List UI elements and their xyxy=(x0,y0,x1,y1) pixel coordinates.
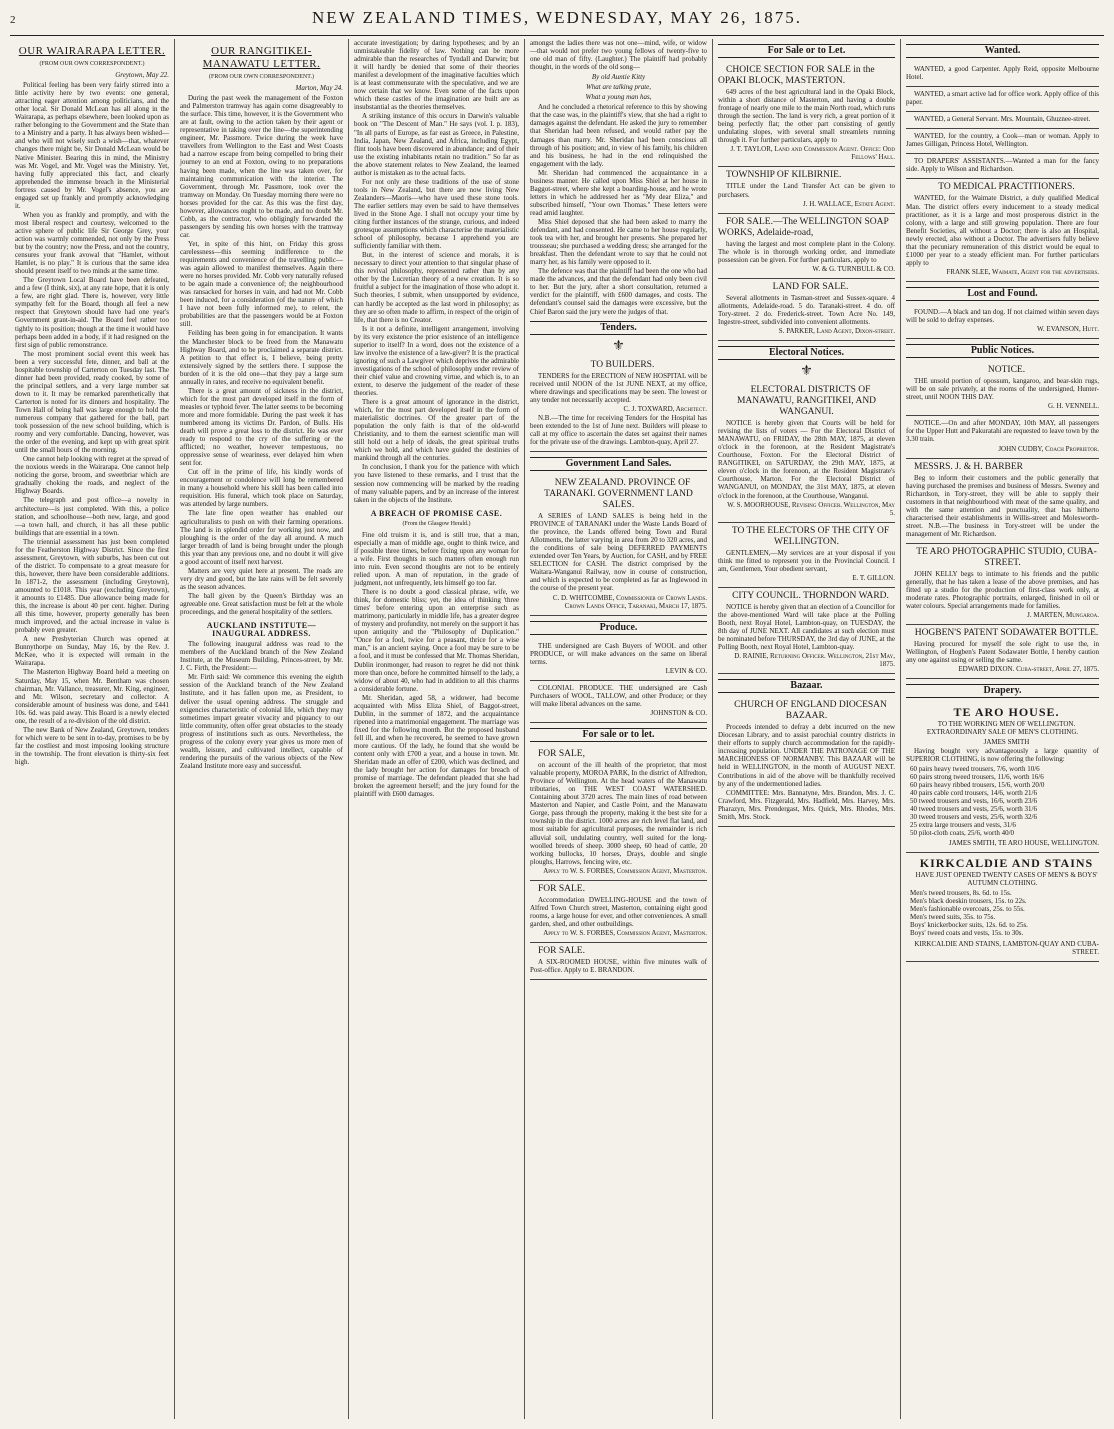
ad-body: COLONIAL PRODUCE. THE undersigned are Cash Purchasers of WOOL, TALLOW, and other Produce; or they will make liberal advances on the same. xyxy=(530,683,707,708)
paragraph: During the past week the management of the Foxton and Palmerston tramway has again come disagreeably to the surface. This time, however, it is the Government who are at fault, owing to the action taken by their agent or representative in taking over the line—the superintending engineer, Mr. Passmore. Twice during the week have travellers from Wellington to the East and West Coasts had a narrow escape from being compelled to bring their journey to an end at Foxton, owing to no preparations having been made, when the line was taken over, for maintaining communication with the interior. The Government, through Mr. Passmore, took over the tramway on Monday. On Tuesday morning there were no horses provided for the car. As this was the first day, however, allowances ought to be made, and no doubt Mr. Cobb, as the contractor, who obligingly forwarded the passengers by sending his own horses with the tramway car. xyxy=(180,94,343,239)
ad-heading: CITY COUNCIL. THORNDON WARD. xyxy=(732,590,889,601)
ad-signature: E. T. GILLON. xyxy=(852,573,895,582)
paragraph: Yet, in spite of this hint, on Friday this gross carelessness—this seeming indifference to the requirements and convenience of the travelling public—was again allowed to manifest themselves. Again there were no horses provided. Mr. Cobb very naturally refused to be again made a convenience of; the neighbourhood was ransacked for horses in vain, and had not Mr. Cobb been induced, for a consideration (of the nature of which I have not been fully informed me), to relent, the probabilities are that the passengers would be at Foxton still. xyxy=(180,239,343,329)
ad-body: A SIX-ROOMED HOUSE, within five minutes walk of Post-office. Apply to E. BRANDON. xyxy=(530,957,707,975)
ad-body: on account of the ill health of the proprietor, that most valuable property, MOROA PARK, In the district of Alfredton, Province of Wellington. At the head waters of the Manawatu tributaries, on THE WEST COAST WATERSHED. Containing about 3720 acres. The main lines of road between Masterton and Napier, and Castle Point, and the Manawatu Gorge, pass through the property, making it the best site for a township in the district. 1000 acres are rich level flat land, and most suitable for agricultural purposes, the remainder is rich alluvial soil, undulating country, well suited for the long-woolled breeds of sheep. 3000 sheep, 60 head of cattle, 20 working bullocks, 10 horses, Drays, double and single ploughs, Harrows, fencing wire, etc. xyxy=(530,761,707,866)
list-item: 40 tweed trousers and vests, 25/6, worth 31/6 xyxy=(910,804,1037,813)
ad-heading: TO MEDICAL PRACTITIONERS. xyxy=(938,182,1075,193)
paragraph: The Greytown Local Board have been defeated, and a few (I think, six), at any rate hope, that it is only a few, are right glad. There is, however, very little sympathy felt for the Board, though all feel a new respect that Greytown should have had one year's Government grant-in-aid. The Board feel rather too tightly to its position; though at the time it would have perhaps been added in a body, if it had resigned on the first sign of public remonstrance. xyxy=(15,276,169,349)
ad-wanted xyxy=(906,129,1099,154)
paragraph: The late fine open weather has enabled our agriculturalists to push on with their farming operations. The land is in splendid order for working just now, and ploughing is the order of the day all around. A much larger breadth of land is being brought under the plough this year than any previous one, and no doubt it will give a good account of itself next harvest. xyxy=(180,509,343,566)
column-6 xyxy=(901,39,1104,1419)
ad-signature: Apply to W. S. FORBES, Commission Agent, Masterton. xyxy=(543,928,707,937)
article-title: OUR RANGITIKEI-MANAWATU LETTER. xyxy=(202,45,321,70)
article-dateline: Greytown, May 22. xyxy=(115,71,169,80)
paragraph: One cannot help looking with regret at the spread of the noxious weeds in the Wairarapa. One cannot help noticing the gorse, broom, and sweetbriar which are gradually choking the roads, and neglect of the Highway Boards. xyxy=(15,455,169,496)
paragraph: There is a great amount of sickness in the district, which for the most part developed itself in the form of measles or typhoid fever. The latter seems to be becoming more and more formidable. During the past week it has numbered among its victims Dr. Pardon, of Bulls. His death will prove a great loss to the district. He was ever ready to respond to the cry of the suffering or the afflicted; no weather, however tempestuous, no oppressive sense of weariness, ever delayed him when sent for. xyxy=(180,386,343,468)
paragraph: The new Bank of New Zealand, Greytown, tenders for which were to be sent in to-day, promises to be by far the costliest and most imposing looking structure in the township. The front elevation is thirty-six feet high. xyxy=(15,725,169,766)
ad-heading: FOR SALE. xyxy=(538,945,585,956)
ad-for-sale xyxy=(530,746,707,881)
paragraph: Fine old truism it is, and is still true, that a man, especially a man of middle age, ought to think twice, and if possible three times, before fixing upon any woman for a wife. First thoughts in such matters often enough run into ruin. Even second thoughts are not to be entirely relied upon. A man of reputation, in the grade of judgment, not unfrequently, lets himself go too far. xyxy=(354,530,519,588)
electoral-notices-heading: Electoral Notices. xyxy=(718,346,895,360)
ad-body: JOHN KELLY begs to intimate to his friends and the public generally, that he has taken a lease of the above premises, and has fitted up a studio for the production of first-class work only, at moderate rates. Photographic portraits, enlarged, finished in oil or water colours. Special arrangements made for families. xyxy=(906,569,1099,611)
list-item: 60 pairs strong tweed trousers, 11/6, worth 16/6 xyxy=(910,772,1044,781)
ad-body: Having bought very advantageously a large quantity of SUPERIOR CLOTHING, is now offering the following: xyxy=(906,746,1099,763)
paragraph: Mr. Firth said: We commence this evening the eighth session of the Auckland branch of the New Zealand Institute, and it has fallen upon me, as President, to deliver the usual opening address. The struggle and exigencies characteristic of colonial life, which they may sometimes impart greater vivacity and piquancy to our little community, often offer great obstacles to the steady progress of institutions such as ours. Nevertheless, the progress of the colony every year gives us more men of wealth, leisure, and cultivated intellect, capable of rendering the pursuits of the various objects of the New Zealand Institute more easy and successful. xyxy=(180,673,343,770)
ad-heading: TO BUILDERS. xyxy=(590,359,655,370)
list-item: Men's tweed trousers, 8s. 6d. to 15s. xyxy=(910,889,1012,898)
column-3 xyxy=(349,39,525,1419)
list-item: Boys' knickerbocker suits, 12s. 6d. to 25s. xyxy=(910,921,1028,930)
crest-icon: ⚜ xyxy=(800,364,813,380)
list-item: Men's tweed suits, 35s. to 75s. xyxy=(910,913,996,922)
ad-body: WANTED, a good Carpenter. Apply Reid, opposite Melbourne Hotel. xyxy=(906,65,1099,82)
list-item: 25 extra large trousers and vests, 31/6 xyxy=(910,821,1016,829)
paragraph: amongst the ladies there was not one—mind, wife, or widow—that would not prefer two young fellows of twenty-five to one old man of fifty. (Laughter.) The plaintiff had probably thought, in the words of the old song— xyxy=(530,39,707,72)
list-item: 60 pairs heavy tweed trousers, 7/6, worth 10/6 xyxy=(910,764,1040,773)
ad-for-sale xyxy=(530,881,707,943)
ad-electoral-districts xyxy=(718,382,895,523)
ad-body: A SERIES of LAND SALES is being held in the PROVINCE of TARANAKI under the Waste Lands Board of the province, the Lands offered being Town and Rural Allotments, the latter varying in area from 20 to 320 acres, and the conditions of sale being DEFERRED PAYMENTS extended over Ten Years, by Auction, for CASH, and by FREE SELECTION for CASH. The district comprised by the Waitara-Wanganui Railway, now in course of construction, and which is expected to be completed as far as Inglewood in the course of the present year. xyxy=(530,512,707,593)
ad-barber xyxy=(906,459,1099,544)
ad-body: NOTICE is hereby given that Courts will be held for revising the lists of voters — For the Electoral District of MANAWATU, on FRIDAY, the 28th MAY, 1875, at eleven o'clock in the forenoon, at the Resident Magistrate's Courthouse, Foxton. For the Electoral District of RANGITIKEI, on SATURDAY, the 29th MAY, 1875, at eleven o'clock in the forenoon, at the Resident Magistrate's Courthouse, Marton. For the Electoral District of WANGANUI, on MONDAY, the 31st MAY, 1875, at eleven o'clock in the forenoon, at the Courthouse, Wanganui. xyxy=(718,419,895,500)
ad-body: TITLE under the Land Transfer Act can be given to purchasers. xyxy=(718,182,895,199)
paragraph: The ball given by the Queen's Birthday was an agreeable one. Great satisfaction must be felt at the whole proceedings, and the general hospitality of the settlers. xyxy=(180,591,343,617)
list-item: 50 pilot-cloth coats, 25/6, worth 40/0 xyxy=(910,829,1015,838)
ad-signature: C. J. TOXWARD, Architect. xyxy=(623,404,707,413)
ad-wanted xyxy=(906,154,1099,179)
paragraph: The triennial assessment has just been completed for the Featherston Highway District. Since the first assessment, Greytown, with suburbs, has been cut out of the district. To compensate to a great measure for this, however, there have been considerable additions. In 1871-2, the assessment (including Greytown), amounted to £1018. This year (excluding Greytown), it amounts to £1485. Due allowance being made for this, the increase is about 40 per cent. higher. During all this time, however, property generally has been much improved, and the actual increase in value is probably even greater. xyxy=(15,537,169,635)
wanted-heading: Wanted. xyxy=(906,44,1099,58)
ad-signature: G. H. VENNELL. xyxy=(1047,402,1099,411)
ad-proprietor: JAMES SMITH xyxy=(983,737,1030,746)
paragraph: A new Presbyterian Church was opened at Bunnythorpe on Sunday, May 16, by the Rev. J. McKee, who it is expected will remain in the Wairarapa. xyxy=(15,635,169,668)
breach-of-promise-heading: A BREACH OF PROMISE CASE. xyxy=(370,508,503,518)
paragraph: The telegraph and post office—a novelty in architecture—is just completed. With this, a police station, and schoolhouse—both new, large, and good—a town hall, and church, it has all these public buildings that are essential in a town. xyxy=(15,496,169,537)
ad-heading: CHOICE SECTION FOR SALE in the OPAKI BLOCK, MASTERTON. xyxy=(718,65,875,87)
tenders-heading: Tenders. xyxy=(530,321,707,335)
ad-heading: ELECTORAL DISTRICTS OF MANAWATU, RANGITIKEI, AND WANGANUI. xyxy=(736,385,877,418)
paragraph: Mr. Sheridan, aged 58, a widower, had become acquainted with Miss Eliza Shiel, of Baggot-street, Dublin, in the summer of 1872, and the acquaintance ripened into a matrimonial engagement. The marriage was fixed for the following month. But the proposed husband fell ill, and when he recovered, he seemed to have grown more cautious. Of the lady, he found that she would be content only with £700 a year, and a house in town. Mr. Sheridan made an offer of £200, which was declined, and the lady brought her action for damages for breach of promise of marriage. The defendant pleaded that she had broken the agreement herself; and the jury found for the plaintiff with £600 damages. xyxy=(354,693,519,799)
ad-body: TO DRAPERS' ASSISTANTS.—Wanted a man for the fancy side. Apply to Wilson and Richardson. xyxy=(906,157,1099,174)
paragraph: The defence was that the plaintiff had been the one who had made the advances, and that the defendant had only been civil to her. But the jury, after a short consultation, returned a verdict for the plaintiff, with £600 damages, and costs. The defendant's counsel said the damages were excessive, but the Chief Baron said the jury were the judges of that. xyxy=(530,267,707,316)
ad-body: THE undersigned are Cash Buyers of WOOL and other PRODUCE, or will make advances on the same on liberal terms. xyxy=(530,641,707,666)
column-4 xyxy=(525,39,713,1419)
lost-found-heading: Lost and Found. xyxy=(906,287,1099,301)
list-item: 40 pairs cable cord trousers, 14/6, worth 21/6 xyxy=(910,788,1037,797)
ad-signature: LEVIN & CO. xyxy=(665,666,707,675)
paragraph: The Masterton Highway Board held a meeting on Saturday, May 15, when Mr. Bentham was chosen chairman, Mr. Vallance, treasurer, Mr. King, engineer, and Mr. Wilson, secretary and collector. A considerable amount of business was done, and £441 10s. 6d. was paid away. This Board is a newly elected one, the result of a re-division of the old district. xyxy=(15,668,169,725)
ad-signature: J. H. WALLACE, Estate Agent. xyxy=(803,199,895,208)
paragraph: accurate investigation; by daring hypotheses; and by an unmistakeable fidelity of law. Nothing can be more admirable than the researches of Tyndall and Darwin; but it will hardly be denied that some of their theories manifest a development of the imaginative faculties which is at least commensurate with the speculative, and we are now certain that we know. Even some of the facts upon which these castles of the imagination are built are as insubstantial as the theories themselves. xyxy=(354,39,519,112)
ad-signature: Apply to W. S. FORBES, Commission Agent, Masterton. xyxy=(543,866,707,875)
ad-signature: S. PARKER, Land Agent, Dixon-street. xyxy=(778,326,895,335)
produce-heading: Produce. xyxy=(530,621,707,635)
ad-signature: W. EVANSON, Hutt. xyxy=(1036,325,1099,334)
paragraph: Miss Shiel deposed that she had been asked to marry the defendant, and had consented. He came to her house regularly, took tea with her, and brought her presents. She prepared her trousseau; she purchased a wedding dress; she arranged for the breakfast. Then the defendant wrote to say that he could not marry her, as his family were opposed to it. xyxy=(530,217,707,267)
ad-body: FOUND.—A black and tan dog. If not claimed within seven days will be sold to defray expenses. xyxy=(906,307,1099,325)
page-number: 2 xyxy=(10,14,16,26)
list-item: 50 tweed trousers and vests, 16/6, worth 23/6 xyxy=(910,796,1037,805)
land-sales-heading: Government Land Sales. xyxy=(530,457,707,471)
for-sale-heading: For sale or to let. xyxy=(530,728,707,742)
ad-body: TENDERS for the ERECTION of NEW HOSPITAL will be received until NOON of the 1st JUNE NEXT, at my office, where drawings and specifications may be seen. The lowest or any tender not necessarily accepted. xyxy=(530,371,707,404)
ad-committee: COMMITTEE: Mrs. Bannatyne, Mrs. Brandon, Mrs. J. C. Crawford, Mrs. Fitzgerald, Mrs. Hadfield, Mrs. Harvey, Mrs. Pharazyn, Mrs. Prendergast, Mrs. Quick, Mrs. Rhodes, Mrs. Smith, Mrs. Stock. xyxy=(718,788,895,821)
ad-heading: TE ARO PHOTOGRAPHIC STUDIO, CUBA-STREET. xyxy=(916,546,1097,568)
paragraph: Feilding has been going in for emancipation. It wants the Manchester block to be freed from the Manawatu Highway Board, and to be proclaimed a separate district. A petition to that effect is, I believe, being pretty extensively signed by the settlers there. I suppose the burden of it is the old one—that they pay a large sum annually in rates, and receive no equivalent benefit. xyxy=(180,329,343,386)
paragraph: In conclusion, I thank you for the patience with which you have listened to these remarks, and I trust that the session now commencing will be marked by the reading of many valuable papers, and by an increase of the interest taken in the objects of the Institute. xyxy=(354,463,519,504)
ad-signature: EDWARD DIXON. Cuba-street, April 27, 1875. xyxy=(958,665,1099,674)
ad-land-sales xyxy=(530,475,707,616)
ad-heading: FOR SALE. xyxy=(538,883,585,894)
paragraph: The following inaugural address was read to the members of the Auckland branch of the New Zealand Institute, at the Museum Building, Princes-street, by Mr. J. C. Firth, the President:— xyxy=(180,640,343,673)
paragraph: Mr. Sheridan had commenced the acquaintance in a business manner. He called upon Miss Shiel at her house in Baggot-street, where she kept a boarding-house, and he wrote letters in which he addressed her as "My dear Eliza," and subscribed himself, "Your own Thomas." These letters were read amid laughter. xyxy=(530,168,707,217)
ad-notice xyxy=(906,416,1099,458)
column-1 xyxy=(10,39,175,1419)
ad-diocesan-bazaar xyxy=(718,697,895,827)
ad-medical xyxy=(906,179,1099,281)
ad-signature: J. MARTEN, Mungaroa. xyxy=(1027,611,1099,620)
ad-subheading: TO THE WORKING MEN OF WELLINGTON. EXTRAORDINARY SALE OF MEN'S CLOTHING. xyxy=(926,720,1079,737)
ad-body: GENTLEMEN,—My services are at your disposal if you think me fitted to represent you in the Provincial Council. I am, Gentlemen, Your obedient servant, xyxy=(718,548,895,573)
ad-heading: TOWNSHIP OF KILBIRNIE. xyxy=(726,170,842,181)
ad-body: THE unsold portion of opossum, kangaroo, and bear-skin rugs, will be on sale privately, at the rooms of the undersigned, Hunter-street, until NOON THIS DAY. xyxy=(906,377,1099,402)
ad-body: NOTICE is hereby given that an election of a Councillor for the above-mentioned Ward will take place at the Polling Booth, next Royal Hotel, Lambton-quay, on TUESDAY, the 8th day of JUNE NEXT. All candidates at such election must be nominated before THURSDAY, the 3rd day of JUNE, at the Polling Booth, next Royal Hotel, Lambton-quay. xyxy=(718,602,895,652)
ad-found-dog xyxy=(906,305,1099,339)
ad-signature: JOHN CUDBY, Coach Proprietor. xyxy=(998,444,1099,453)
ad-heading: LAND FOR SALE. xyxy=(772,281,849,292)
ad-signature: JAMES SMITH, TE ARO HOUSE, WELLINGTON. xyxy=(948,839,1099,848)
ad-signature: FRANK SLEE, Waimate, Agent for the advertisers. xyxy=(946,267,1099,276)
poem-line: What a young man has, xyxy=(585,93,652,102)
ad-heading: MESSRS. J. & H. BARBER xyxy=(914,461,1024,472)
paragraph: There is no doubt a good classical phrase, wife, we think, for domestic bliss; yet, the idea of thinking 'three times' before entering upon an enterprise such as matrimony, particularly in middle life, has a greater degree of mystery and profundity, not merely on the support it has upon antiquity and the "Philosophy of Duplication." "Once for a fool, twice for a peasant, thrice for a wise man," is an ancient saying. Once a fool may be sure to be a fool, and it must be confessed that Mr. Thomas Sheridan, Dublin ironmonger, had reason to regret he did not think more than once, before he committed himself to the lady, a widow of about 40, who had in addition to all this charms a considerable fortune. xyxy=(354,588,519,693)
ad-kilbirnie xyxy=(718,167,895,213)
ad-soap-works xyxy=(718,214,895,279)
ad-sodawater-bottle xyxy=(906,625,1099,679)
paragraph: Cut off in the prime of life, his kindly words of encouragement or condolence will long be remembered in many a household where his skill has been called into requisition. His funeral, which took place on Saturday, was attended by large numbers. xyxy=(180,468,343,509)
ad-produce xyxy=(530,681,707,723)
price-list xyxy=(906,889,1099,937)
drapery-heading: Drapery. xyxy=(906,684,1099,698)
poem-line: By old Auntie Kitty xyxy=(591,73,646,82)
paragraph: And he concluded a rhetorical reference to this by showing that the case was, in the plaintiff's view, that she had a right to damages against the defendant. He asked the jury to remember that Sheridan had been refused, and would rather pay the damages than marry. Mr. Sheridan had been conscious all through of his position; and, in view of his family, his children and his business, he had in the end relinquished the engagement with the lady. xyxy=(530,103,707,168)
paragraph: The most prominent social event this week has been a very successful fete, dinner, and ball at the hospitable township of Carterton on Tuesday last. The dinner had been provided, ready cooked, by some of the principal settlers, and a very large number sat down to it. It may be remarked parenthetically that Carterton is noted for its dinners and hospitality. The Town Hall of being hall was large enough to hold the numerous company that gathered for the ball, part took possession of the new school building, which is roomy and very comfortable. Dancing, however, was the order of the evening, and kept up with great spirit until the small hours of the morning. xyxy=(15,349,169,455)
article-dateline: Marton, May 24. xyxy=(295,84,343,93)
ad-body: Proceeds intended to defray a debt incurred on the new Diocesan Library, and to assist parochial country districts in their efforts to supply church accommodation for the rapidly-increasing population. UNDER THE PATRONAGE OF THE MARCHIONESS OF NORMANBY. This BAZAAR will be held in WELLINGTON, in the month of AUGUST NEXT. Contributions in aid of the above will be thankfully received by any of the undermentioned ladies. xyxy=(718,723,895,788)
bazaar-heading: Bazaar. xyxy=(718,679,895,693)
ad-opaki-section xyxy=(718,62,895,167)
ad-heading: HOGBEN'S PATENT SODAWATER BOTTLE. xyxy=(914,628,1099,639)
ad-tender xyxy=(530,357,707,452)
ad-body: WANTED, a General Servant. Mrs. Mountain, Ghuznee-street. xyxy=(914,115,1091,124)
list-item: Men's fashionable overcoats, 25s. to 55s. xyxy=(910,905,1025,914)
newspaper-title: NEW ZEALAND TIMES, WEDNESDAY, MAY 26, 1875. xyxy=(312,8,802,27)
paragraph: For not only are these traditions of the use of stone tools in New Zealand, but there are now living New Zealanders—Maoris—who have used these stone tools. The earlier settlers may even be said to have themselves lived in the Stone Age. I shall not occupy your time by citing further instances of the strange, curious, and indeed grotesque assumptions which characterise the materialistic school of philosophy, because I apprehend you are sufficiently familiar with them. xyxy=(354,177,519,251)
ad-wanted xyxy=(906,62,1099,87)
ad-signature: W. & G. TURNBULL & CO. xyxy=(812,264,895,273)
public-notices-heading: Public Notices. xyxy=(906,344,1099,358)
list-item: Boys' tweed coats and vests, 15s. to 30s. xyxy=(910,929,1024,938)
for-sale-heading: For Sale or to Let. xyxy=(718,44,895,58)
ad-heading: FOR SALE, xyxy=(538,749,585,760)
column-5 xyxy=(713,39,901,1419)
ad-signature: D. RAINIE, Returning Officer. Wellington, 21st May, 1875. xyxy=(734,652,895,669)
paragraph: Political feeling has been very fairly stirred into a little activity here by two events: one general, attracting eager attention among politicians, and the other local. Sir Donald McLean has all along in the Wairarapa, as perhaps elsewhere, been looked upon as rather belonging to the Government and the State than to a Ministry and a party. It has always been wished—and who will not wisely such a wish—that, whatever changes there might be, Sir Donald McLean would be Native Minister. Bearing this in mind, the Ministry was Mr. Vogel, and Mr. Vogel was the Ministry. Yet, having fully appreciated this fact, and clearly apprehended the immense breach in the Ministerial fortress caused by Mr. Vogel's absence, you are engaged set up frankly and promptly acknowledging it. xyxy=(15,81,169,210)
poem-line: What are talking prate, xyxy=(585,83,652,92)
ad-body: WANTED, for the Waimate District, a duly qualified Medical Man. The district offers every inducement to a steady medical practitioner, as it is a large and most prosperous district in the colony, with a large and still growing population. There are four Benefit Societies, all without a Doctor; there is also an Hospital, newly erected, also without a Doctor. The advertisers fully believe that the pecuniary remuneration of this district would be equal to £1000 per year to a steady efficient man. For further particulars apply to xyxy=(906,194,1099,267)
list-item: Men's black doeskin trousers, 15s. to 22s. xyxy=(910,897,1027,906)
ad-body: NOTICE.—On and after MONDAY, 10th MAY, all passengers for the Upper Hutt and Pakuratahi are requested to leave town by the 3.30 train. xyxy=(906,419,1099,444)
ad-body: Having procured for myself the sole right to use the, in Wellington, of Hogben's Patent Sodawater Bottle, I hereby caution any one against using or selling the same. xyxy=(906,640,1099,665)
ad-heading: NOTICE. xyxy=(987,365,1026,376)
ad-signature: JOHNSTON & CO. xyxy=(650,709,707,717)
ad-heading: TO THE ELECTORS OF THE CITY OF WELLINGTON. xyxy=(731,525,890,547)
paragraph: Matters are very quiet here at present. The roads are very dry and good, but the late rains will be felt severely as the season advances. xyxy=(180,566,343,591)
article-byline: (FROM OUR OWN CORRESPONDENT.) xyxy=(39,61,145,67)
ad-subheading: HAVE JUST OPENED TWENTY CASES OF MEN'S & BOYS' AUTUMN CLOTHING. xyxy=(915,871,1098,888)
ad-photographic-studio xyxy=(906,544,1099,625)
paragraph: Is it not a definite, intelligent arrangement, involving by its very existence the prior existence of an intelligence superior to itself? In a word, does not the existence of a law involve the existence of a law-giver? It is the practical ignoring of such a Lawgiver which deprives the admirable investigations of the school of philosophy under review of their chief value and crowning virtue, and which is, to an extent, to deserve the judgement of the reader of these theories. xyxy=(354,324,519,398)
ad-body: 649 acres of the best agricultural land in the Opaki Block, within a short distance of Masterton, and having a double frontage of nearly one mile to the main North road, which runs through the section. The land is very rich, a great portion of it being perfectly flat; the other part consisting of gently undulating slopes, with several small streamlets running through it. For further particulars, apply to xyxy=(718,88,895,145)
ad-wanted xyxy=(906,112,1099,129)
ad-heading: KIRKCALDIE AND STAINS xyxy=(919,856,1094,871)
ad-signature: W. S. MOORHOUSE, Revising Officer. Wellington, May 5. xyxy=(727,500,895,517)
price-list xyxy=(906,765,1099,837)
columns xyxy=(10,39,1104,1419)
ad-electors-wellington xyxy=(718,523,895,588)
list-item: 60 pairs heavy ribbed trousers, 15/6, worth 20/0 xyxy=(910,780,1045,789)
ad-body: Beg to inform their customers and the public generally that having purchased the premises and business of Messrs. Sweney and Richardson, in Tory-street, they will be able to supply their customers in that neighbourhood with meat of the same quality, and with the same attention and punctuality, that has hitherto characterised their establishments in Willis-street and Molesworth-street. N.B.—The business in Tory-street will be under the management of Mr. Richardson. xyxy=(906,473,1099,538)
masthead xyxy=(10,8,1104,36)
ad-city-council xyxy=(718,588,895,674)
paragraph: A striking instance of this occurs in Darwin's valuable book on "The Descent of Man." He says (vol. I. p. 183), "In all parts of Europe, as far east as Greece, in Palestine, India, Japan, New Zealand, and Africa, including Egypt, flint tools have been discovered in abundance; and of their use the existing inhabitants retain no tradition." So far as the above statement relates to New Zealand, the learned author is mistaken as to the actual facts. xyxy=(354,112,519,177)
paragraph: There is a great amount of ignorance in the district, which, for the most part developed itself in the form of materialistic doctrines. Of the greater part of the population the only faith is that of the old-world Christianity, and to them the earnest scientific man will still hold out a help of ideals, the great spiritual truths which we hold, and which have guided the destinies of mankind through all the centuries. xyxy=(354,398,519,463)
paragraph: When you as frankly and promptly, and with the most liberal respect and courtesy, welcomed to the active sphere of public life Sir George Grey, your action was warmly commended, not only by the Press but by the country; now the Press, and not the country, censures your frank avowal that "Hamlet, without Hamlet, is no play." It is curious that the same idea should present itself to two minds at the same time. xyxy=(15,210,169,276)
ad-note: N.B.—The time for receiving Tenders for the Hospital has been extended to the 1st of June next. Builders will please to call at my office to ascertain the dates set against their names for the private use of the drawings. Lambton-quay, April 27. xyxy=(530,413,707,446)
ad-produce xyxy=(530,639,707,681)
ad-notice xyxy=(906,362,1099,416)
auckland-institute-heading: AUCKLAND INSTITUTE—INAUGURAL ADDRESS. xyxy=(206,621,317,639)
ad-signature: J. T. TAYLOR, Land and Commission Agent. Office: Odd Fellows' Hall. xyxy=(730,145,895,162)
ad-heading: FOR SALE.—The WELLINGTON SOAP WORKS, Adelaide-road, xyxy=(718,216,889,238)
ad-heading: NEW ZEALAND. PROVINCE OF TARANAKI. GOVERNMENT LAND SALES. xyxy=(544,478,693,511)
ad-body: having the largest and most complete plant in the Colony. The whole is in thorough working order, and immediate possession can be given. For further particulars, apply to xyxy=(718,239,895,264)
breach-source: (From the Glasgow Herald.) xyxy=(402,520,471,527)
article-byline: (FROM OUR OWN CORRESPONDENT.) xyxy=(209,74,314,80)
ad-signature: C. D. WHITCOMBE, Commissioner of Crown Lands. Crown Lands Office, Taranaki, March 17, 1875. xyxy=(552,593,707,610)
article-title: OUR WAIRARAPA LETTER. xyxy=(18,45,166,57)
ad-te-aro-house xyxy=(906,702,1099,853)
ad-land-for-sale xyxy=(718,279,895,341)
paragraph: But, in the interest of science and morals, it is necessary to direct your attention to that singular phase of this revival philosophy, represented rather than by any other by the Lucretian theory of a new creation. It is so fruitful a subject for the imagination of those who adopt it. Such theories, I submit, when unsupported by evidence, can hardly be accepted as the last word in philosophy; as they are so often made to affirm, in respect of the origin of life, that there is no Creator. xyxy=(354,251,519,324)
ad-signature: KIRKCALDIE AND STAINS, LAMBTON-QUAY AND CUBA-STREET. xyxy=(914,939,1099,956)
ad-wanted xyxy=(906,87,1099,112)
list-item: 30 tweed trousers and vests, 25/6, worth 32/6 xyxy=(910,812,1037,821)
ad-kirkcaldie-stains xyxy=(906,853,1099,961)
crest-icon: ⚜ xyxy=(612,338,625,354)
ad-heading: TE ARO HOUSE. xyxy=(953,705,1060,720)
ad-body: Several allotments in Tasman-street and Sussex-square. 4 allotments, Adelaide-road. 5 do. Taranaki-street. 4 do. off Tory-street. 2 do. Frederick-street. Town Acre No. 149, Ingestre-street, subdivided into convenient allotments. xyxy=(718,293,895,326)
ad-body: WANTED, a smart active lad for office work. Apply office of this paper. xyxy=(906,90,1099,107)
ad-for-sale xyxy=(530,943,707,980)
ad-body: Accommodation DWELLING-HOUSE and the town of Alfred Town Church street, Masterton, containing eight good rooms, a large house for ever, and other conveniences. A small garden, shed, and other outbuildings. xyxy=(530,895,707,928)
ad-body: WANTED, for the country, a Cook—man or woman. Apply to James Gilligan, Princess Hotel, Wellington. xyxy=(906,132,1099,149)
ad-heading: CHURCH OF ENGLAND DIOCESAN BAZAAR. xyxy=(734,700,887,722)
column-2 xyxy=(175,39,349,1419)
